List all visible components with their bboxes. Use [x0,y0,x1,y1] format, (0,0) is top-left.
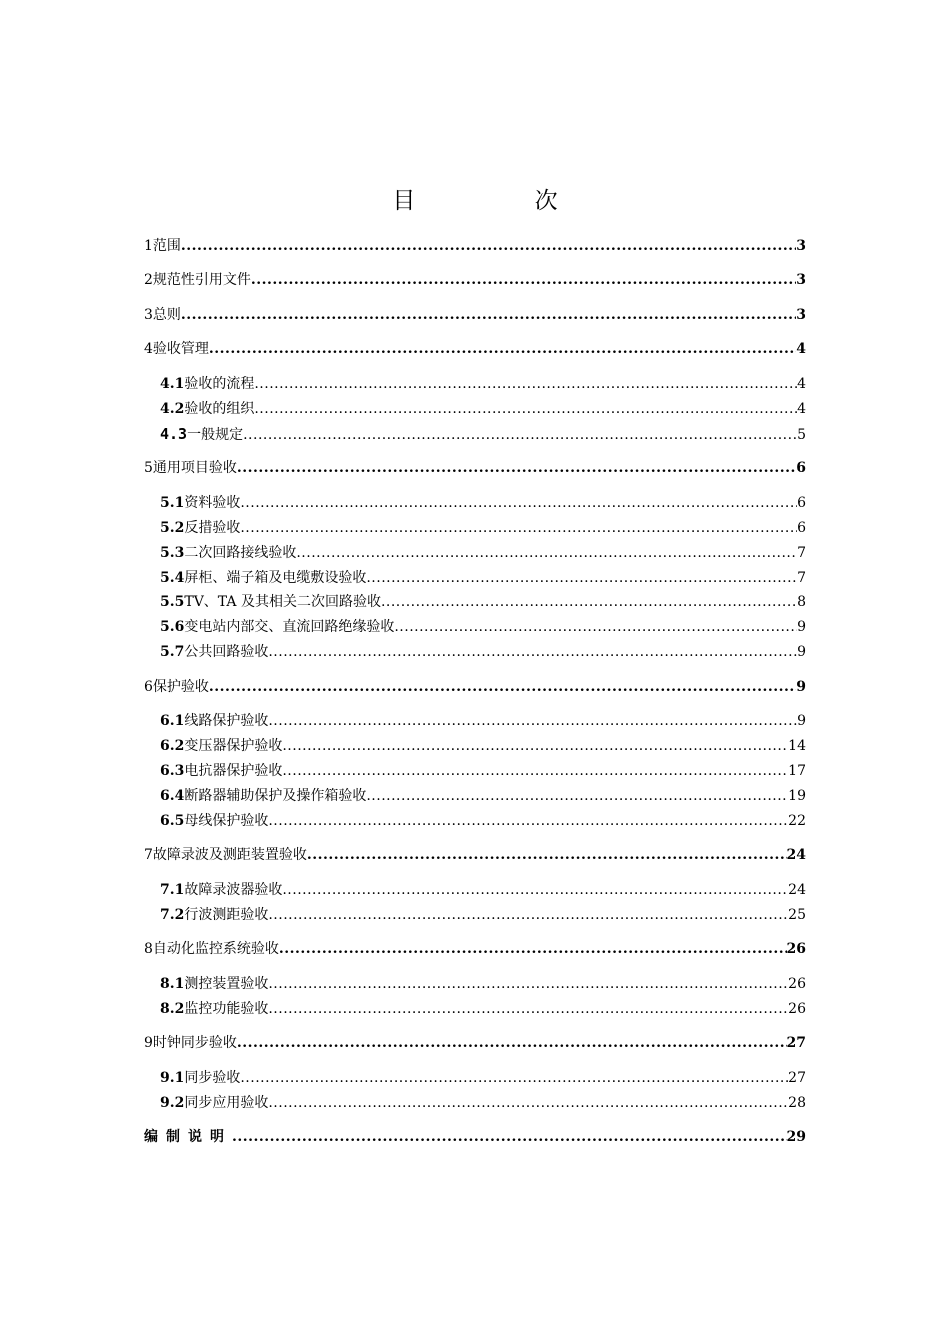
toc-entry-page: 24 [786,847,806,863]
toc-entry-number: 7.2 [160,907,185,923]
toc-entry-page: 9 [797,713,806,729]
toc-entry-title: 规范性引用文件 [152,272,251,288]
toc-entry-page: 28 [788,1095,806,1111]
toc-entry[interactable] [160,999,806,1019]
toc-entry-number: 5 [144,460,153,476]
toc-entry-page: 26 [786,941,806,957]
toc-entry[interactable] [160,617,806,637]
toc-entry-number: 1 [144,238,153,254]
toc-entry-page: 26 [788,976,806,992]
toc-entry[interactable] [160,424,806,444]
toc-entry[interactable] [160,374,806,394]
toc-entry-title: 同步应用验收 [184,1095,269,1111]
toc-entry[interactable] [160,399,806,419]
toc-entry-title: 线路保护验收 [184,713,269,729]
toc-entry-page: 17 [788,763,806,779]
toc-entry-page: 4 [797,401,806,417]
toc-entry-number: 8.1 [160,976,185,992]
toc-entry[interactable] [160,736,806,756]
dot-leader [307,845,787,865]
toc-entry-title: 验收的流程 [184,376,255,392]
dot-leader [268,642,797,662]
toc-entry-title: 监控功能验收 [184,1001,269,1017]
dot-leader [268,811,788,831]
toc-entry-title: 范围 [152,238,181,254]
toc-entry-page: 7 [797,545,806,561]
toc-entry[interactable] [160,880,806,900]
toc-entry[interactable] [160,905,806,925]
toc-entry-number: 5.3 [160,545,185,561]
toc-entry-title: 变压器保护验收 [184,738,283,754]
toc-entry-number: 8.2 [160,1001,185,1017]
toc-entry[interactable] [160,974,806,994]
toc-entry-page: 4 [797,376,806,392]
toc-entry[interactable] [160,761,806,781]
dot-leader [209,677,796,697]
toc-entry-number: 4.1 [160,376,185,392]
toc-entry-title: 时钟同步验收 [152,1035,237,1051]
toc-entry[interactable] [160,1068,806,1088]
toc-entry-number: 5.1 [160,495,185,511]
toc-entry-number: 6.1 [160,713,185,729]
toc-entry-number: 5.5 [160,594,185,610]
toc-entry[interactable] [144,458,806,478]
dot-leader [237,458,796,478]
toc-entry[interactable] [160,592,806,612]
toc-entry-page: 6 [797,520,806,536]
toc-entry-page: 6 [797,495,806,511]
toc-entry-page: 26 [788,1001,806,1017]
toc-entry-number: 4.3 [160,425,188,443]
toc-entry[interactable] [144,339,806,359]
toc-entry-page: 3 [796,307,806,323]
toc-entry-title: 母线保护验收 [184,813,269,829]
toc-entry-number: 9.1 [160,1070,185,1086]
toc-entry-number: 2 [144,272,153,288]
toc-entry-number: 6.3 [160,763,185,779]
dot-leader [237,1033,787,1053]
toc-entry[interactable] [144,939,806,959]
toc-entry-title: 测控装置验收 [184,976,269,992]
toc-entry-title: 故障录波器验收 [184,882,283,898]
toc-entry-number: 9 [144,1035,153,1051]
toc-entry-number: 5.7 [160,644,185,660]
toc-entry-title: 验收的组织 [184,401,255,417]
toc-entry-number: 6.2 [160,738,185,754]
toc-entry-title: TV、TA 及其相关二次回路验收 [184,594,381,610]
dot-leader [366,786,788,806]
toc-entry-number: 7.1 [160,882,185,898]
toc-entry-page: 5 [797,427,806,443]
toc-entry-title: 保护验收 [152,679,209,695]
toc-entry-title: 编制说明 [144,1129,232,1145]
toc-entry-page: 22 [788,813,806,829]
toc-entry-page: 9 [797,619,806,635]
toc-entry-title: 行波测距验收 [184,907,269,923]
dot-leader [232,1127,787,1147]
toc-entry[interactable] [160,568,806,588]
toc-entry-title: 同步验收 [184,1070,241,1086]
toc-entry-number: 7 [144,847,153,863]
toc-entry[interactable] [160,811,806,831]
toc-entry-page: 3 [796,272,806,288]
toc-entry-number: 5.6 [160,619,185,635]
toc-entry-number: 5.4 [160,570,185,586]
toc-entry-title: 屏柜、端子箱及电缆敷设验收 [184,570,367,586]
toc-entry-number: 4.2 [160,401,185,417]
page-title: 目 次 [392,188,614,214]
toc-entry[interactable] [144,305,806,325]
toc-entry-page: 3 [796,238,806,254]
toc-entry-number: 5.2 [160,520,185,536]
toc-entry[interactable] [144,1127,806,1147]
toc-entry[interactable] [160,786,806,806]
toc-entry-number: 8 [144,941,153,957]
toc-entry-page: 27 [786,1035,806,1051]
dot-leader [209,339,796,359]
toc-entry-page: 27 [788,1070,806,1086]
dot-leader [296,543,797,563]
dot-leader [240,518,797,538]
dot-leader [268,1093,788,1113]
toc-entry-page: 14 [788,738,806,754]
toc-entry-title: 一般规定 [187,427,244,443]
toc-entry[interactable] [144,236,806,256]
toc-entry-page: 19 [788,788,806,804]
toc-entry-title: 故障录波及测距装置验收 [152,847,307,863]
toc-entry-title: 电抗器保护验收 [184,763,283,779]
toc-entry-page: 7 [797,570,806,586]
toc-entry-title: 变电站内部交、直流回路绝缘验收 [184,619,395,635]
dot-leader [254,399,797,419]
toc-entry-title: 反措验收 [184,520,241,536]
toc-entry-page: 4 [796,341,806,357]
dot-leader [282,761,788,781]
toc-entry-page: 24 [788,882,806,898]
dot-leader [268,999,788,1019]
toc-entry[interactable] [160,518,806,538]
toc-entry-title: 资料验收 [184,495,241,511]
toc-entry-page: 9 [797,644,806,660]
dot-leader [268,711,797,731]
dot-leader [181,305,796,325]
toc-entry[interactable] [160,543,806,563]
dot-leader [268,905,788,925]
toc-entry-number: 4 [144,341,153,357]
dot-leader [381,592,797,612]
dot-leader [254,374,797,394]
dot-leader [282,880,788,900]
toc-entry-title: 验收管理 [152,341,209,357]
dot-leader [251,270,796,290]
dot-leader [240,493,797,513]
toc-entry-title: 公共回路验收 [184,644,269,660]
toc-entry-page: 8 [797,594,806,610]
toc-entry-number: 3 [144,307,153,323]
dot-leader [366,568,797,588]
dot-leader [240,1068,788,1088]
toc-entry-number: 6.5 [160,813,185,829]
toc-entry-number: 6 [144,679,153,695]
toc-entry-page: 25 [788,907,806,923]
toc-entry[interactable] [144,845,806,865]
toc-entry-title: 二次回路接线验收 [184,545,297,561]
dot-leader [243,425,797,445]
toc-entry-page: 6 [796,460,806,476]
dot-leader [394,617,797,637]
toc-entry[interactable] [160,1093,806,1113]
toc-entry-title: 通用项目验收 [152,460,237,476]
toc-entry-title: 断路器辅助保护及操作箱验收 [184,788,367,804]
toc-entry[interactable] [144,677,806,697]
toc-entry[interactable] [160,493,806,513]
dot-leader [279,939,787,959]
toc-entry-page: 29 [786,1129,806,1145]
toc-entry-title: 总则 [152,307,181,323]
toc-entry-page: 9 [796,679,806,695]
toc-entry[interactable] [144,1033,806,1053]
toc-entry[interactable] [160,642,806,662]
toc-entry[interactable] [144,270,806,290]
toc-entry-number: 6.4 [160,788,185,804]
toc-entry[interactable] [160,711,806,731]
toc-entry-number: 9.2 [160,1095,185,1111]
dot-leader [282,736,788,756]
toc-entry-title: 自动化监控系统验收 [152,941,279,957]
dot-leader [181,236,796,256]
dot-leader [268,974,788,994]
